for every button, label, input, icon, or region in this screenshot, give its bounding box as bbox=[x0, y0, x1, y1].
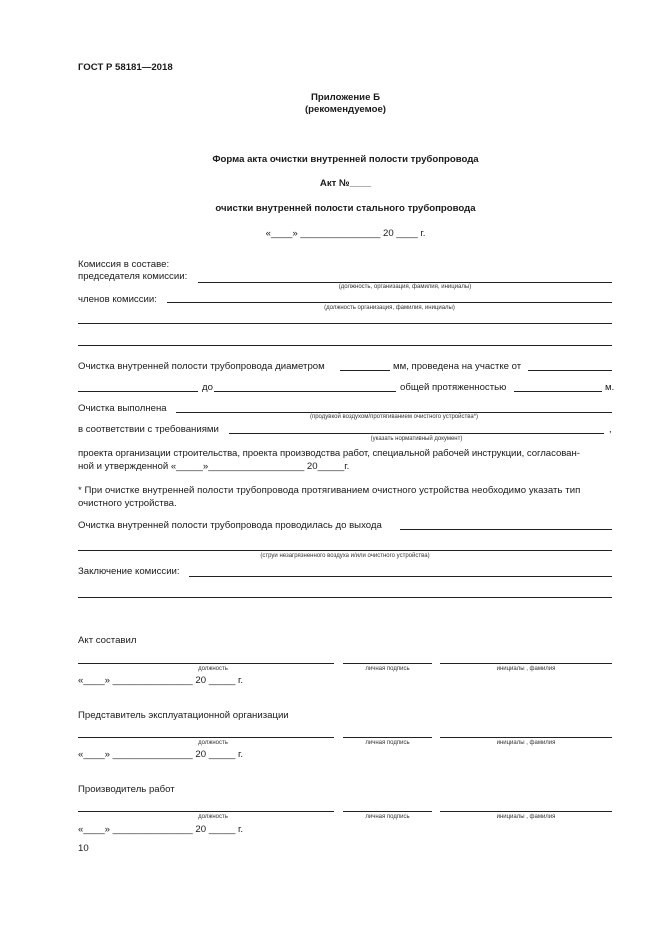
section-from-field-line bbox=[528, 370, 612, 371]
until-exit-label: Очистка внутренней полости трубопровода проводилась до выхода bbox=[78, 520, 382, 531]
signature-line bbox=[343, 811, 432, 812]
project-text-line-2: ной и утвержденной «_____»__________________ 20_____г. bbox=[78, 461, 350, 472]
act-date-line: «____» _______________ 20 ____ г. bbox=[265, 228, 426, 239]
accordance-label: в соответствии с требованиями bbox=[78, 424, 219, 435]
length-field-line bbox=[514, 391, 602, 392]
section-to-label: до bbox=[202, 382, 213, 393]
performed-caption: (продувкой воздухом/протягиванием очистного устройства*) bbox=[309, 414, 479, 420]
initials-caption: инициалы , фамилия bbox=[496, 814, 556, 820]
initials-line bbox=[440, 737, 612, 738]
conclusion-field-line bbox=[189, 576, 612, 577]
members-extra-line bbox=[78, 345, 612, 346]
signature-title: Акт составил bbox=[78, 635, 137, 646]
members-extra-line bbox=[78, 323, 612, 324]
signature-title: Представитель эксплуатационной организации bbox=[78, 710, 289, 721]
standard-code: ГОСТ Р 58181—2018 bbox=[78, 62, 173, 73]
signature-date: «____» _______________ 20 _____ г. bbox=[78, 675, 244, 686]
members-label: членов комиссии: bbox=[78, 294, 157, 305]
act-subject: очистки внутренней полости стального трубопровода bbox=[215, 203, 476, 214]
form-title: Форма акта очистки внутренней полости трубопровода bbox=[212, 154, 479, 165]
footnote-line-2: очистного устройства. bbox=[78, 498, 177, 509]
cleaning-diameter-label: Очистка внутренней полости трубопровода диаметром bbox=[78, 361, 325, 372]
length-unit: м. bbox=[605, 382, 615, 393]
accordance-caption: (указать нормативный документ) bbox=[370, 436, 463, 442]
accordance-field-line bbox=[229, 433, 604, 434]
signature-date: «____» _______________ 20 _____ г. bbox=[78, 824, 244, 835]
members-caption: (должность организация, фамилия, инициалы) bbox=[324, 305, 455, 311]
accordance-comma: , bbox=[609, 424, 612, 435]
act-number: Акт №____ bbox=[319, 178, 372, 189]
signature-date: «____» _______________ 20 _____ г. bbox=[78, 749, 244, 760]
commission-label: Комиссия в составе: bbox=[78, 259, 170, 270]
signature-line bbox=[343, 737, 432, 738]
position-line bbox=[78, 737, 334, 738]
initials-caption: инициалы , фамилия bbox=[496, 666, 556, 672]
signature-caption: личная подпись bbox=[365, 814, 410, 820]
performed-label: Очистка выполнена bbox=[78, 403, 167, 414]
signature-caption: личная подпись bbox=[365, 740, 410, 746]
section-from-label: мм, проведена на участке от bbox=[393, 361, 522, 372]
footnote-line-1: * При очистке внутренней полости трубопровода протягиванием очистного устройства необходимо указать тип bbox=[78, 485, 581, 496]
signature-caption: личная подпись bbox=[365, 666, 410, 672]
signature-title: Производитель работ bbox=[78, 784, 175, 795]
position-caption: должность bbox=[198, 666, 228, 672]
members-field-line bbox=[167, 302, 612, 303]
length-label: общей протяженностью bbox=[400, 382, 507, 393]
position-caption: должность bbox=[198, 740, 228, 746]
chair-caption: (должность, организация, фамилия, инициалы) bbox=[338, 284, 472, 290]
initials-caption: инициалы , фамилия bbox=[496, 740, 556, 746]
position-line bbox=[78, 663, 334, 664]
chair-label: председателя комиссии: bbox=[78, 271, 188, 282]
page-number: 10 bbox=[78, 843, 89, 854]
chair-field-line bbox=[198, 282, 612, 283]
until-exit-cont-line bbox=[78, 550, 612, 551]
diameter-field-line bbox=[340, 370, 390, 371]
until-exit-field-line bbox=[400, 529, 612, 530]
initials-line bbox=[440, 663, 612, 664]
section-from-cont-line bbox=[78, 391, 198, 392]
position-caption: должность bbox=[198, 814, 228, 820]
conclusion-cont-line bbox=[78, 597, 612, 598]
signature-line bbox=[343, 663, 432, 664]
project-text-line-1: проекта организации строительства, проекта производства работ, специальной рабочей инструкции, согласован- bbox=[78, 448, 580, 459]
section-to-field-line bbox=[214, 391, 396, 392]
conclusion-label: Заключение комиссии: bbox=[78, 566, 180, 577]
initials-line bbox=[440, 811, 612, 812]
appendix-subtitle: (рекомендуемое) bbox=[304, 104, 386, 115]
until-exit-caption: (струи незагрязненного воздуха и/или очистного устройства) bbox=[260, 553, 430, 559]
performed-field-line bbox=[176, 412, 612, 413]
appendix-title: Приложение Б bbox=[311, 92, 380, 103]
position-line bbox=[78, 811, 334, 812]
